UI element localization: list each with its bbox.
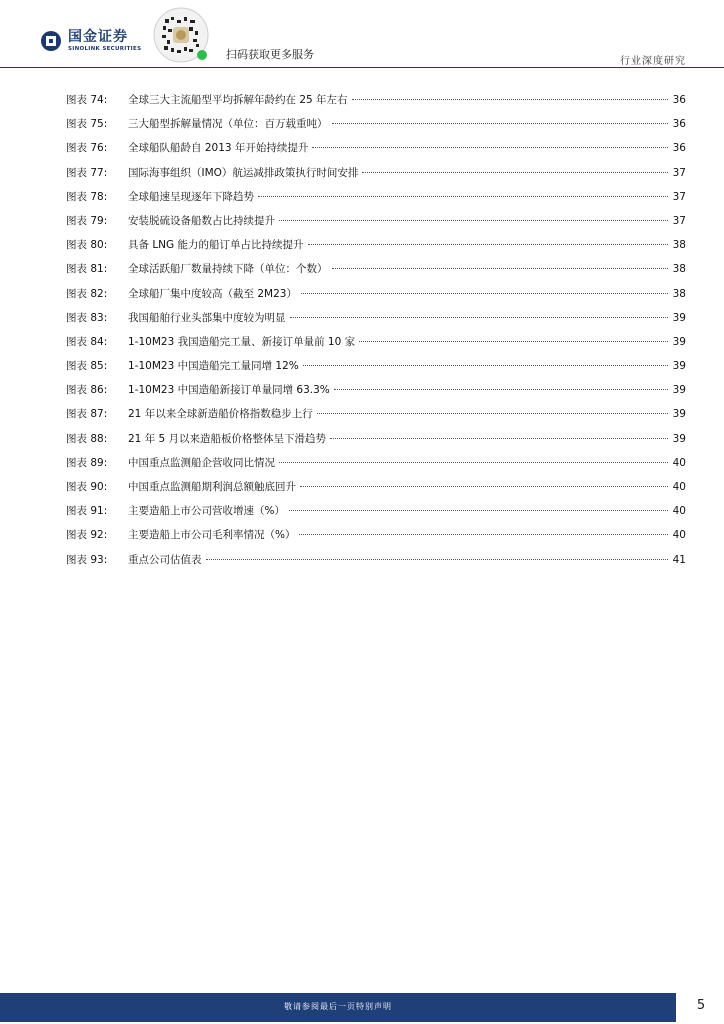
toc-entry-title: 安装脱硫设备船数占比持续提升	[128, 214, 275, 227]
toc-entry-page: 39	[672, 360, 686, 373]
toc-entry[interactable]	[66, 406, 686, 430]
toc-entry[interactable]	[66, 479, 686, 503]
toc-entry-label: 图表 86:	[66, 384, 108, 397]
toc-entry-title: 1-10M23 我国造船完工量、新接订单量前 10 家	[128, 335, 356, 348]
toc-entry-label: 图表 92:	[66, 529, 108, 542]
toc-entry-page: 41	[672, 553, 686, 566]
toc-entry[interactable]	[66, 237, 686, 261]
toc-entry[interactable]	[66, 92, 686, 116]
toc-dot-leader	[334, 389, 668, 390]
toc-entry-page: 36	[672, 118, 686, 131]
toc-entry-page: 38	[672, 239, 686, 252]
toc-dot-leader	[279, 220, 668, 221]
toc-entry[interactable]	[66, 431, 686, 455]
brand-name-en: SINOLINK SECURITIES	[68, 46, 142, 52]
toc-entry-label: 图表 80:	[66, 239, 108, 252]
toc-entry-page: 37	[672, 214, 686, 227]
toc-dot-leader	[332, 123, 669, 124]
toc-entry-label: 图表 91:	[66, 505, 108, 518]
toc-entry-title: 21 年以来全球新造船价格指数稳步上行	[128, 408, 313, 421]
toc-entry-label: 图表 76:	[66, 142, 108, 155]
toc-entry-title: 中国重点监测船期利润总额触底回升	[128, 481, 296, 493]
toc-entry-page: 39	[672, 335, 686, 348]
toc-dot-leader	[352, 99, 668, 100]
toc-entry[interactable]	[66, 286, 686, 310]
toc-dot-leader	[290, 317, 669, 318]
toc-dot-leader	[317, 413, 668, 414]
header-divider	[0, 67, 724, 68]
figure-index-list	[66, 92, 686, 576]
toc-entry-label: 图表 90:	[66, 481, 108, 493]
toc-entry-page: 40	[672, 481, 686, 493]
toc-entry-title: 三大船型拆解量情况（单位：百万载重吨）	[128, 118, 328, 131]
toc-entry-title: 全球船队船龄自 2013 年开始持续提升	[128, 142, 309, 155]
toc-entry-title: 主要造船上市公司毛利率情况（%）	[128, 529, 296, 542]
toc-entry-label: 图表 79:	[66, 214, 108, 227]
toc-dot-leader	[206, 559, 669, 560]
toc-entry-title: 具备 LNG 能力的船订单占比持续提升	[128, 239, 304, 252]
toc-entry-page: 36	[672, 94, 686, 106]
toc-dot-leader	[308, 244, 668, 245]
toc-entry[interactable]	[66, 358, 686, 382]
toc-entry-label: 图表 84:	[66, 335, 108, 348]
toc-dot-leader	[279, 462, 668, 463]
qr-caption: 扫码获取更多服务	[226, 48, 314, 61]
brand-logo-icon	[40, 30, 62, 52]
toc-dot-leader	[332, 268, 669, 269]
page-number: 5	[696, 998, 706, 1013]
toc-entry-title: 全球三大主流船型平均拆解年龄约在 25 年左右	[128, 94, 348, 106]
qr-code-icon[interactable]	[153, 7, 209, 63]
toc-entry-label: 图表 75:	[66, 118, 108, 131]
toc-dot-leader	[330, 438, 668, 439]
toc-entry[interactable]	[66, 140, 686, 164]
toc-dot-leader	[289, 510, 668, 511]
toc-entry[interactable]	[66, 213, 686, 237]
toc-entry-label: 图表 81:	[66, 263, 108, 276]
toc-dot-leader	[303, 365, 668, 366]
page-header	[0, 0, 724, 70]
toc-entry-label: 图表 85:	[66, 360, 108, 373]
brand-name-cn: 国金证券	[68, 29, 128, 45]
toc-entry[interactable]	[66, 116, 686, 140]
toc-entry-title: 全球活跃船厂数量持续下降（单位：个数）	[128, 263, 328, 276]
toc-entry-page: 39	[672, 311, 686, 324]
toc-entry[interactable]	[66, 552, 686, 576]
toc-dot-leader	[299, 534, 668, 535]
brand-logo	[40, 30, 141, 53]
toc-entry-label: 图表 77:	[66, 166, 108, 179]
toc-entry-page: 39	[672, 432, 686, 445]
toc-dot-leader	[300, 486, 668, 487]
toc-entry-label: 图表 88:	[66, 432, 108, 445]
toc-entry-page: 37	[672, 166, 686, 179]
toc-entry-title: 中国重点监测船企营收同比情况	[128, 456, 275, 469]
toc-dot-leader	[359, 341, 668, 342]
toc-entry-page: 36	[672, 142, 686, 155]
toc-entry-page: 40	[672, 529, 686, 542]
toc-entry-page: 40	[672, 505, 686, 518]
toc-entry[interactable]	[66, 310, 686, 334]
toc-entry-title: 我国船舶行业头部集中度较为明显	[128, 311, 286, 324]
toc-entry-label: 图表 78:	[66, 190, 108, 203]
toc-entry-title: 主要造船上市公司营收增速（%）	[128, 505, 285, 518]
toc-entry[interactable]	[66, 189, 686, 213]
toc-dot-leader	[301, 293, 668, 294]
toc-entry-title: 1-10M23 中国造船完工量同增 12%	[128, 360, 299, 373]
toc-entry-title: 全球船速呈现逐年下降趋势	[128, 190, 254, 203]
toc-entry[interactable]	[66, 165, 686, 189]
toc-entry[interactable]	[66, 455, 686, 479]
toc-entry[interactable]	[66, 503, 686, 527]
toc-dot-leader	[258, 196, 668, 197]
toc-entry-page: 37	[672, 190, 686, 203]
toc-entry[interactable]	[66, 527, 686, 551]
toc-entry-label: 图表 82:	[66, 287, 108, 300]
toc-entry-page: 38	[672, 263, 686, 276]
toc-entry-title: 重点公司估值表	[128, 553, 202, 566]
toc-entry-page: 40	[672, 456, 686, 469]
toc-entry-label: 图表 87:	[66, 408, 108, 421]
toc-entry-title: 21 年 5 月以来造船板价格整体呈下滑趋势	[128, 432, 327, 445]
report-type-label: 行业深度研究	[620, 56, 686, 67]
toc-entry[interactable]	[66, 261, 686, 285]
toc-entry-label: 图表 89:	[66, 456, 108, 469]
toc-entry-page: 39	[672, 408, 686, 421]
toc-entry-title: 全球船厂集中度较高（截至 2M23）	[128, 287, 297, 300]
footer-disclaimer: 敬请参阅最后一页特别声明	[284, 1002, 392, 1011]
toc-entry-label: 图表 93:	[66, 553, 108, 566]
toc-entry-page: 38	[672, 287, 686, 300]
toc-entry-title: 国际海事组织（IMO）航运减排政策执行时间安排	[128, 166, 359, 179]
toc-entry-page: 39	[672, 384, 686, 397]
toc-entry[interactable]	[66, 334, 686, 358]
toc-entry[interactable]	[66, 382, 686, 406]
toc-entry-label: 图表 74:	[66, 94, 108, 106]
toc-entry-title: 1-10M23 中国造船新接订单量同增 63.3%	[128, 384, 330, 397]
toc-entry-label: 图表 83:	[66, 311, 108, 324]
toc-dot-leader	[312, 147, 668, 148]
toc-dot-leader	[362, 172, 668, 173]
